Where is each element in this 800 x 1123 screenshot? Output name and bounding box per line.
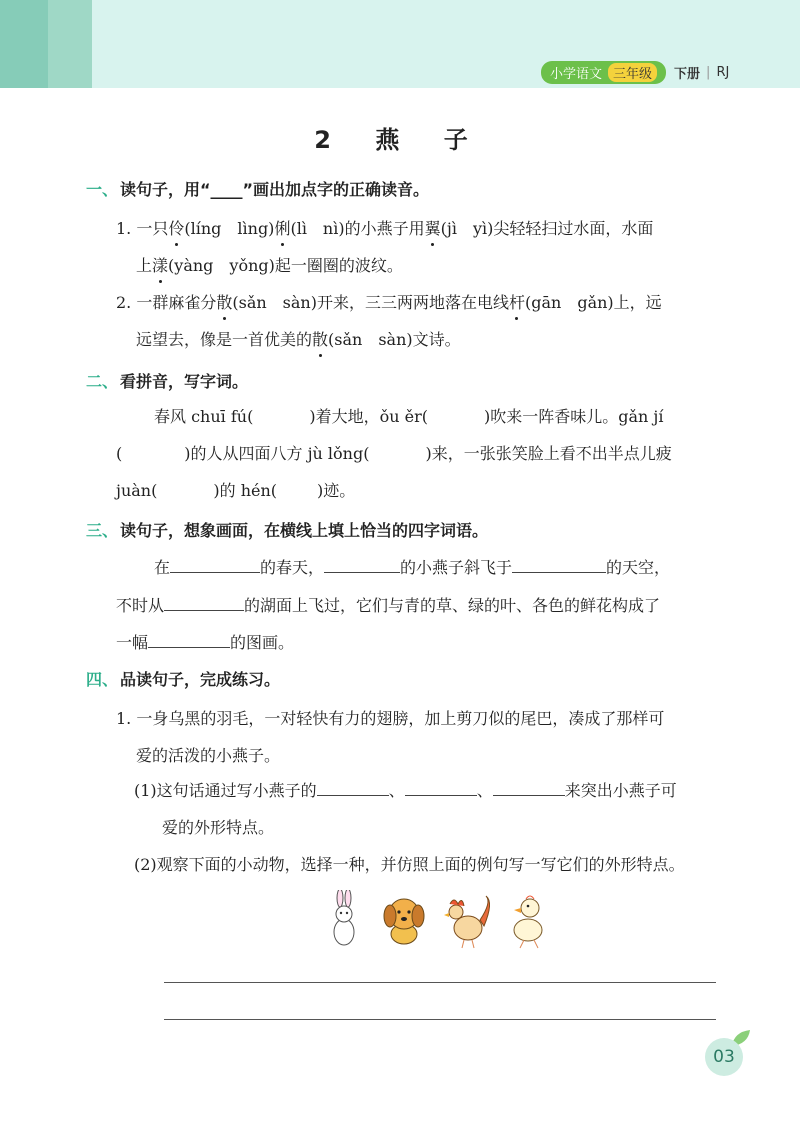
blank-line[interactable]: [164, 610, 244, 611]
book-label: [541, 61, 729, 84]
writing-line[interactable]: [164, 1019, 716, 1020]
edition: RJ: [716, 65, 730, 80]
s1-line-1: [116, 216, 653, 239]
text: 的小燕子斜飞于: [400, 558, 513, 577]
header-accent-dark: [0, 0, 48, 88]
text: 春风 chuī fú(: [154, 407, 254, 426]
subject: 小学语文: [550, 67, 603, 82]
s4-line-2: 爱的活泼的小燕子。: [136, 746, 281, 765]
text: 来突出小燕子可: [564, 781, 677, 800]
blank-line[interactable]: [324, 572, 400, 573]
section-text: 品读句子，完成练习。: [120, 670, 281, 689]
text: )的 hén(: [213, 481, 278, 500]
text: )来，一张张笑脸上看不出半点儿疲: [425, 444, 672, 463]
pinyin-choice[interactable]: (sǎn sàn)开来，三三两两地落在电线: [232, 293, 509, 312]
text: 、: [388, 781, 405, 800]
pinyin-choice[interactable]: (jì yì)尖轻轻扫过水面，水面: [440, 219, 654, 238]
s2-line-2: [116, 441, 672, 464]
text: 1. 一只: [116, 219, 169, 238]
blank-line[interactable]: [317, 795, 389, 796]
subject-pill: [541, 61, 666, 84]
blank-line[interactable]: [170, 572, 260, 573]
section-number: 一、: [86, 180, 119, 199]
text: )着大地，ǒu ěr(: [309, 407, 428, 426]
s4-line-1: 1. 一身乌黑的羽毛，一对轻快有力的翅膀，加上剪刀似的尾巴，凑成了那样可: [116, 709, 665, 728]
s1-line-2: [136, 253, 403, 276]
blank-line[interactable]: [148, 647, 230, 648]
text: 2. 一群麻雀分: [116, 293, 217, 312]
volume: 下册: [674, 67, 701, 82]
pinyin-choice[interactable]: (yàng yǒng)起一圈圈的波纹。: [168, 256, 403, 275]
text: 的湖面上飞过，它们与青的草、绿的叶、各色的鲜花构成了: [244, 596, 661, 615]
s3-line-2: [116, 593, 660, 616]
dog-icon: [384, 899, 424, 944]
pinyin-choice[interactable]: (sǎn sàn)文诗。: [328, 330, 461, 349]
section-text: 看拼音，写字词。: [120, 372, 249, 391]
section-1-heading: [86, 177, 429, 200]
section-4-heading: [86, 667, 280, 690]
dotted-char: 散: [312, 330, 329, 349]
text: 不时从: [116, 596, 165, 615]
rooster-icon: [444, 896, 490, 948]
section-3-heading: [86, 518, 488, 541]
section-number: 三、: [86, 521, 119, 540]
rabbit-icon: [334, 890, 354, 945]
text: )迹。: [317, 481, 356, 500]
grade: 三年级: [608, 63, 657, 82]
text: 在: [154, 558, 171, 577]
page-number: 03: [705, 1038, 743, 1076]
lesson-title: 燕 子: [375, 126, 486, 154]
divider: |: [706, 65, 711, 80]
s2-line-3: [116, 478, 355, 501]
lesson-number: 2: [314, 126, 349, 154]
dotted-char: 俐: [274, 219, 291, 238]
section-number: 四、: [86, 670, 119, 689]
dotted-char: 漾: [152, 256, 169, 275]
dotted-char: 翼: [424, 219, 441, 238]
text: 远望去，像是一首优美的: [136, 330, 313, 349]
section-text: 读句子，想象画面，在横线上填上恰当的四字词语。: [120, 521, 489, 540]
animals-illustration: [328, 890, 552, 950]
section-text: 读句子，用“____”画出加点字的正确读音。: [120, 180, 430, 199]
dotted-char: 杆: [508, 293, 525, 312]
s1-line-4: [136, 327, 461, 350]
text: 上: [136, 256, 153, 275]
text: )吹来一阵香味儿。gǎn jí: [483, 407, 664, 426]
pinyin-choice[interactable]: (lì nì)的小燕子用: [290, 219, 425, 238]
section-2-heading: [86, 369, 248, 392]
s1-line-3: [116, 290, 662, 313]
text: 的图画。: [230, 633, 295, 652]
section-number: 二、: [86, 372, 119, 391]
s4-q1: [134, 778, 677, 801]
pinyin-choice[interactable]: (gān gǎn)上，远: [525, 293, 662, 312]
dotted-char: 散: [216, 293, 233, 312]
text: 的春天，: [260, 558, 325, 577]
page-title: [0, 120, 800, 155]
blank-line[interactable]: [493, 795, 565, 796]
writing-line[interactable]: [164, 982, 716, 983]
text: (: [116, 444, 123, 463]
text: )的人从四面八方 jù lǒng(: [184, 444, 370, 463]
s2-line-1: [154, 404, 663, 427]
pinyin-choice[interactable]: (líng lìng): [184, 219, 275, 238]
text: (1)这句话通过写小燕子的: [134, 781, 317, 800]
duck-icon: [514, 896, 542, 948]
text: 、: [476, 781, 493, 800]
blank-line[interactable]: [512, 572, 606, 573]
s3-line-3: [116, 630, 294, 653]
text: 一幅: [116, 633, 149, 652]
dotted-char: 伶: [168, 219, 185, 238]
text: juàn(: [116, 481, 158, 500]
s4-q2: (2)观察下面的小动物，选择一种，并仿照上面的例句写一写它们的外形特点。: [134, 855, 685, 874]
blank-line[interactable]: [405, 795, 477, 796]
s3-line-1: [154, 555, 670, 578]
s4-q1-cont: 爱的外形特点。: [162, 818, 275, 837]
text: 的天空，: [606, 558, 671, 577]
